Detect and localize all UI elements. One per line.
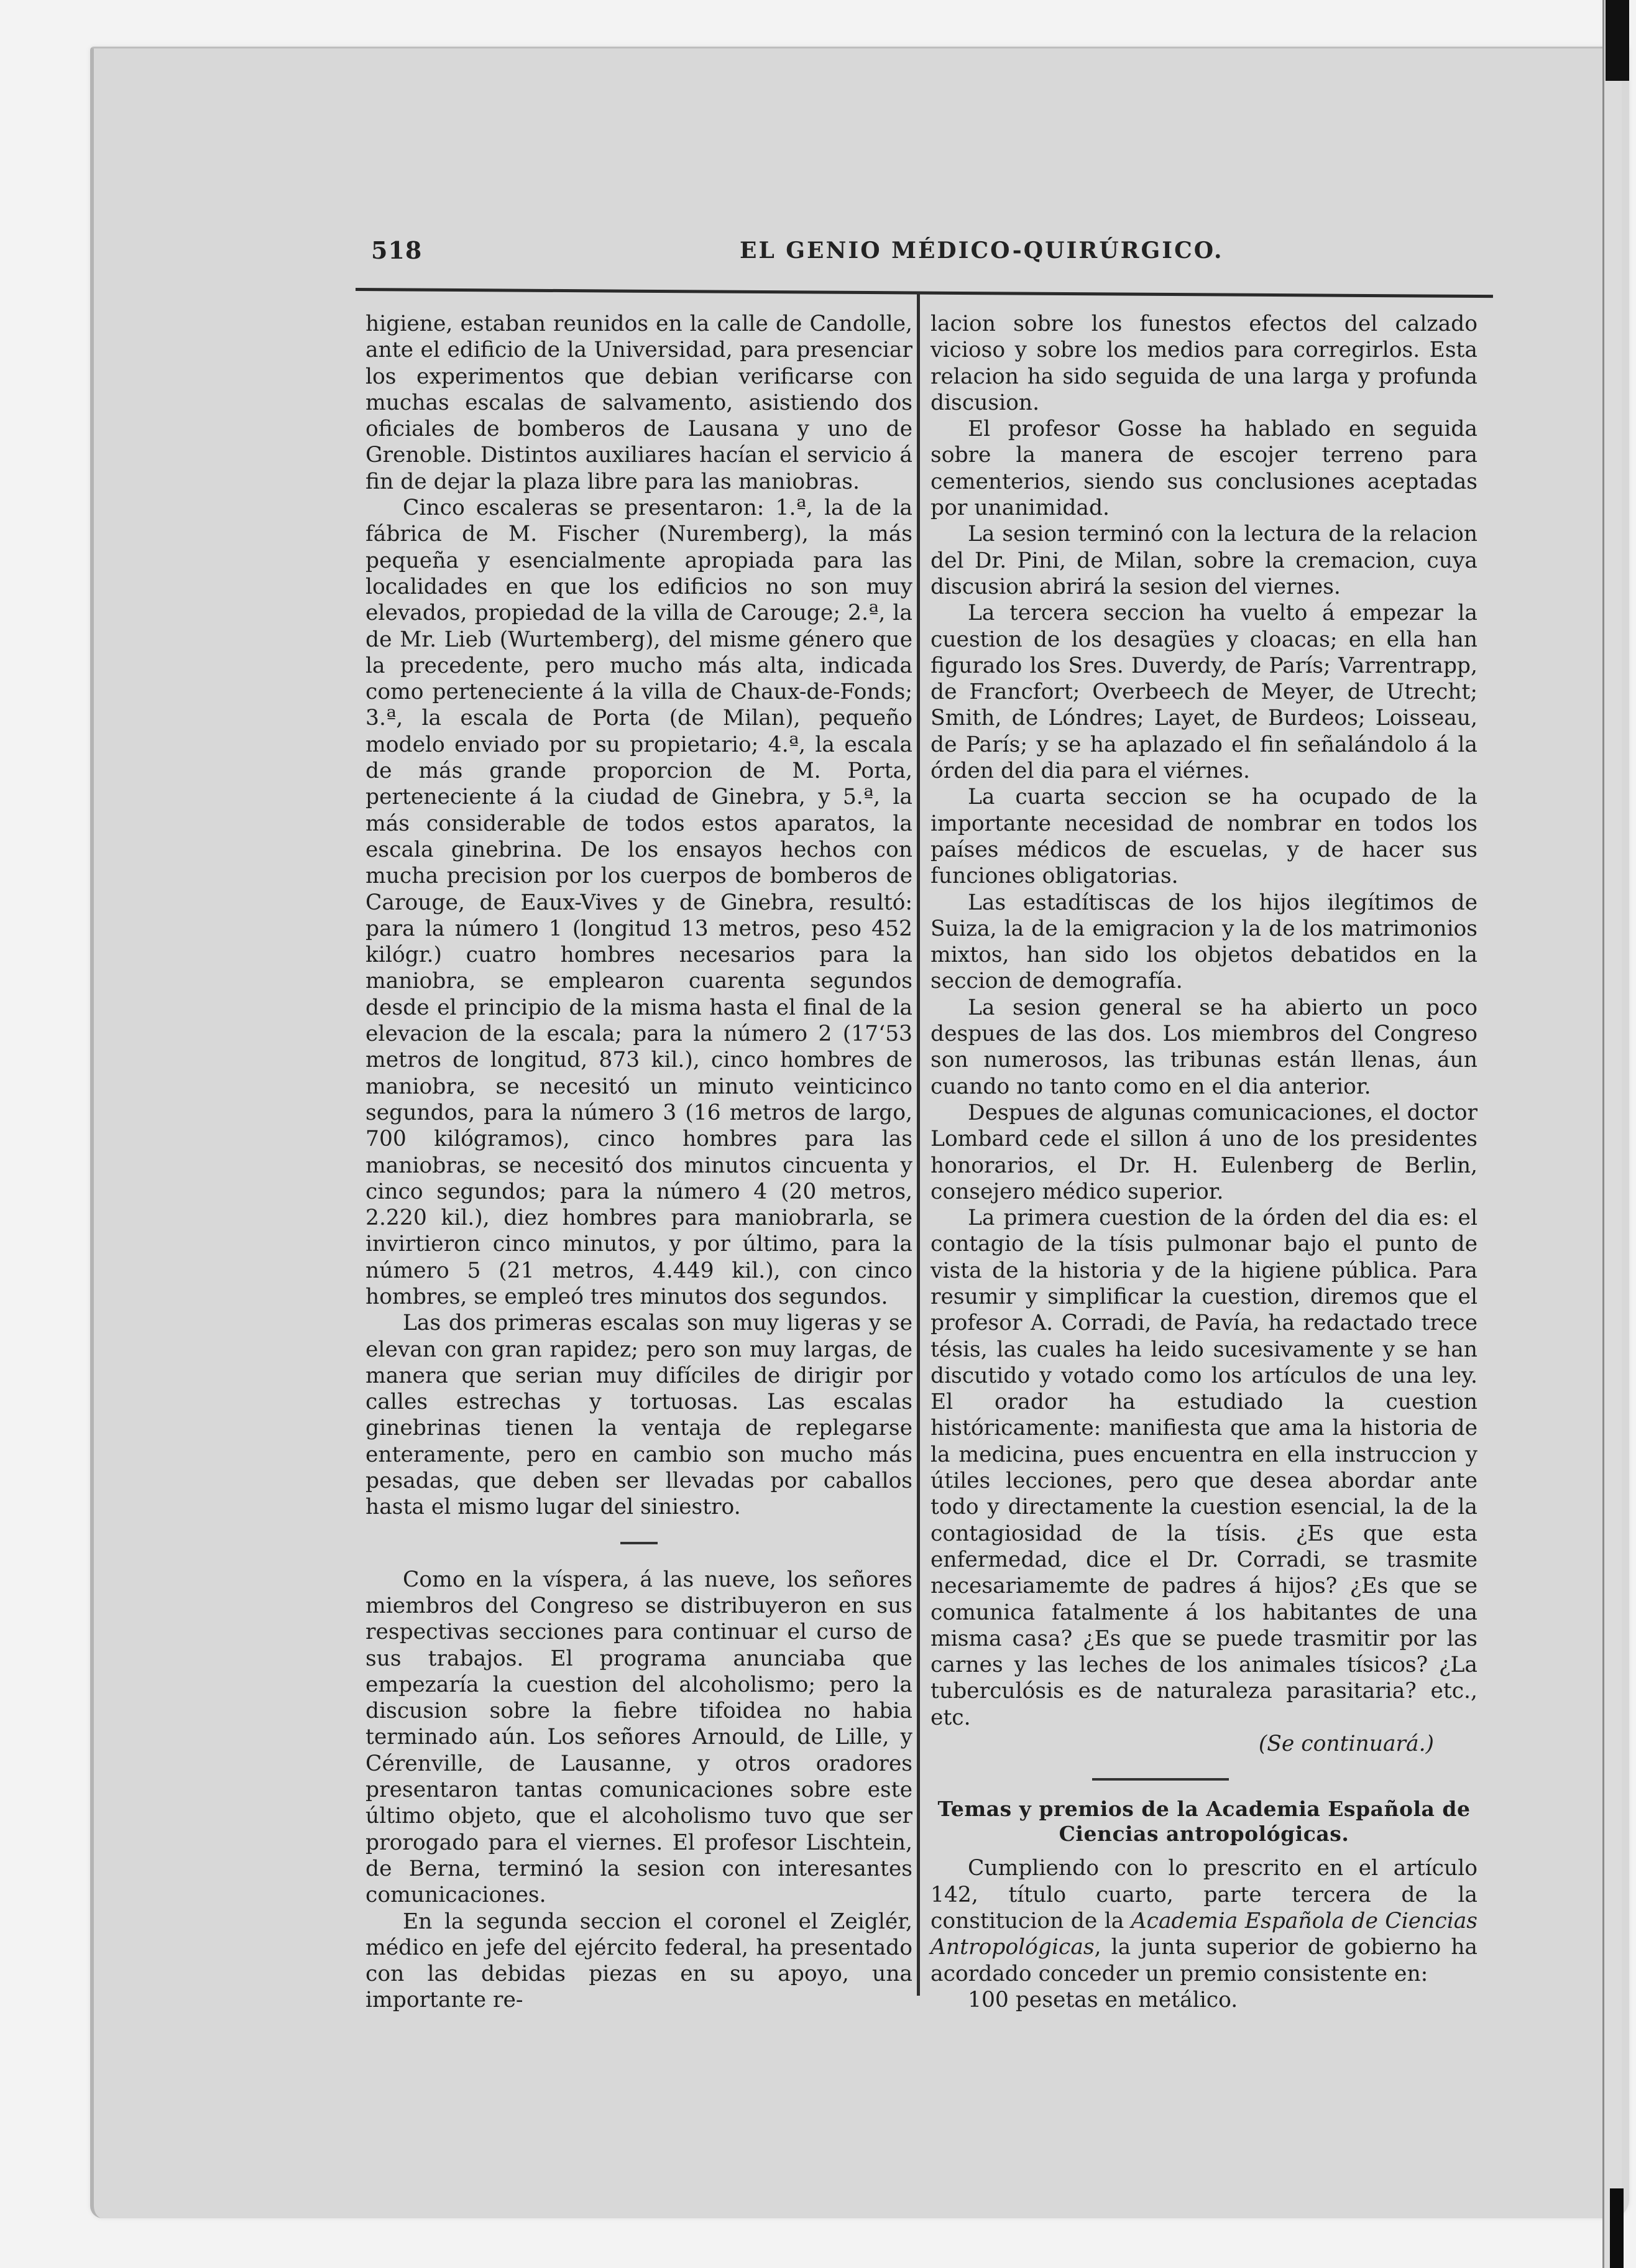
paragraph: La tercera seccion ha vuelto á empezar la cuestion de los desagües y cloacas; en ella han figurado los Sres. Duverdy, de París; Varrentrapp, de Francfort; Overbeech de Meyer, de Utrecht; Smith, de Lóndres; Layet, de Burdeos; Loisseau, de París; y se ha aplazado el fin señalándolo á la órden del dia para el viérnes. — [931, 601, 1477, 784]
intro-text: Cumpliendo con lo prescrito en el artículo 142, título cuarto, parte tercera de la constitucion de la — [931, 1856, 1477, 1934]
paragraph: La primera cuestion de la órden del dia es: el contagio de la tísis pulmonar bajo el punto de vista de la historia y de la higiene pública. Para resumir y simplificar la cuestion, diremos que el profesor A. Corradi, de Pavía, ha redactado trece tésis, las cuales ha leido sucesivamente y se han discutido y votado como los artículos de una ley. El orador ha estudiado la cuestion históricamente: manifiesta que ama la historia de la medicina, pues encuentra en ella instruccion y útiles lecciones, pero que desea abordar ante todo y directamente la cuestion esencial, la de la contagiosidad de la tísis. ¿Es que esta enfermedad, dice el Dr. Corradi, se trasmite necesariamemte de padres á hijos? ¿Es que se comunica fatalmente á los habitantes de una misma casa? ¿Es que se puede trasmitir por las carnes y las leches de los animales tísicos? ¿La tuberculósis es de naturaleza parasitaria? etc., etc. — [931, 1205, 1477, 1730]
left-column — [365, 311, 912, 2014]
paragraph: Como en la víspera, á las nueve, los señores miembros del Congreso se distribuyeron en sus respectivas secciones para continuar el curso de sus trabajos. El programa anunciaba que empezaría la cuestion del alcoholismo; pero la discusion sobre la fiebre tifoidea no habia terminado aún. Los señores Arnould, de Lille, y Cérenville, de Lausanne, y otros oradores presentaron tantas comunicaciones sobre este último objeto, que el alcoholismo tuvo que ser prorogado para el viernes. El profesor Lischtein, de Berna, terminó la sesion con interesantes comunicaciones. — [365, 1567, 912, 1908]
paragraph — [931, 1855, 1477, 1986]
paragraph: Las estadítiscas de los hijos ilegítimos de Suiza, la de la emigracion y la de los matrimonios mixtos, han sido los objetos debatidos en la seccion de demografía. — [931, 890, 1477, 994]
running-title: EL GENIO MÉDICO-QUIRÚRGICO. — [740, 237, 1224, 264]
binding-clip-top — [1606, 0, 1629, 81]
paragraph: lacion sobre los funestos efectos del calzado vicioso y sobre los medios para corregirlos. Esta relacion ha sido seguida de una larga y profunda discusion. — [931, 311, 1477, 415]
section-title: Temas y premios de la Academia Española de Ciencias antropológicas. — [937, 1797, 1471, 1846]
right-column — [931, 311, 1477, 2013]
binding-clip-bottom — [1610, 2188, 1624, 2268]
paragraph: La cuarta seccion se ha ocupado de la importante necesidad de nombrar en todos los países médicos de escuelas, y de hacer sus funciones obligatorias. — [931, 785, 1477, 889]
paragraph: El profesor Gosse ha hablado en seguida sobre la manera de escojer terreno para cementerios, siendo sus conclusiones aceptadas por unanimidad. — [931, 417, 1477, 521]
paragraph: La sesion terminó con la lectura de la relacion del Dr. Pini, de Milan, sobre la cremacion, cuya discusion abrirá la sesion del viernes. — [931, 522, 1477, 599]
paragraph: La sesion general se ha abierto un poco despues de las dos. Los miembros del Congreso son numerosos, las tribunas están llenas, áun cuando no tanto como en el dia anterior. — [931, 995, 1477, 1099]
section-rule — [1092, 1778, 1229, 1781]
continued-note: (Se continuará.) — [1258, 1731, 1434, 1757]
prize-amount: 100 pesetas en metálico. — [968, 1987, 1238, 2012]
paragraph: Despues de algunas comunicaciones, el doctor Lombard cede el sillon á uno de los presidentes honorarios, el Dr. H. Eulenberg de Berlin, consejero médico superior. — [931, 1100, 1477, 1204]
academy-name: Academia Española de Ciencias Antropológicas — [931, 1908, 1477, 1960]
intro-text-end: , la junta superior de gobierno ha acordado conceder un premio consistente en: — [931, 1935, 1477, 1986]
paragraph: En la segunda seccion el coronel el Zeiglér, médico en jefe del ejército federal, ha presentado con las debidas piezas en su apoyo, una importante re- — [365, 1909, 912, 2013]
page-number: 518 — [371, 236, 423, 264]
section-separator — [620, 1542, 658, 1544]
paragraph: Las dos primeras escalas son muy ligeras y se elevan con gran rapidez; pero son muy largas, de manera que serian muy difíciles de dirigir por calles estrechas y tortuosas. Las escalas ginebrinas tienen la ventaja de replegarse enteramente, pero en cambio son mucho más pesadas, que deben ser llevadas por caballos hasta el mismo lugar del siniestro. — [365, 1311, 912, 1520]
column-divider — [917, 292, 920, 1996]
paragraph: Cinco escaleras se presentaron: 1.ª, la de la fábrica de M. Fischer (Nuremberg), la más pequeña y esencialmente apropiada para las localidades en que los edificios no son muy elevados, propiedad de la villa de Carouge; 2.ª, la de Mr. Lieb (Wurtemberg), del misme género que la precedente, pero mucho más alta, indicada como perteneciente á la villa de Chaux-de-Fonds; 3.ª, la escala de Porta (de Milan), pequeño modelo enviado por su propietario; 4.ª, la escala de más grande proporcion de M. Porta, perteneciente á la ciudad de Ginebra, y 5.ª, la más considerable de todos estos aparatos, la escala ginebrina. De los ensayos hechos con mucha precision por los cuerpos de bomberos de Carouge, de Eaux-Vives y de Ginebra, resultó: para la número 1 (longitud 13 metros, peso 452 kilógr.) cuatro hombres necesarios para la maniobra, se emplearon cuarenta segundos desde el principio de la misma hasta el final de la elevacion de la escala; para la número 2 (17‘53 metros de longitud, 873 kil.), cinco hombres de maniobra, se necesitó un minuto veinticinco segundos, para la número 3 (16 metros de largo, 700 kilógramos), cinco hombres para las maniobras, se necesitó dos minutos cincuenta y cinco segundos; para la número 4 (20 metros, 2.220 kil.), diez hombres para maniobrarla, se invirtieron cinco minutos, y por último, para la número 5 (21 metros, 4.449 kil.), con cinco hombres, se empleó tres minutos dos segundos. — [365, 496, 912, 1309]
paragraph: higiene, estaban reunidos en la calle de Candolle, ante el edificio de la Universidad, para presenciar los experimentos que debian verificarse con muchas escalas de salvamento, asistiendo dos oficiales de bomberos de Lausana y uno de Grenoble. Distintos auxiliares hacían el servicio á fin de dejar la plaza libre para las maniobras. — [365, 311, 912, 494]
next-page-edge — [1602, 0, 1622, 2268]
